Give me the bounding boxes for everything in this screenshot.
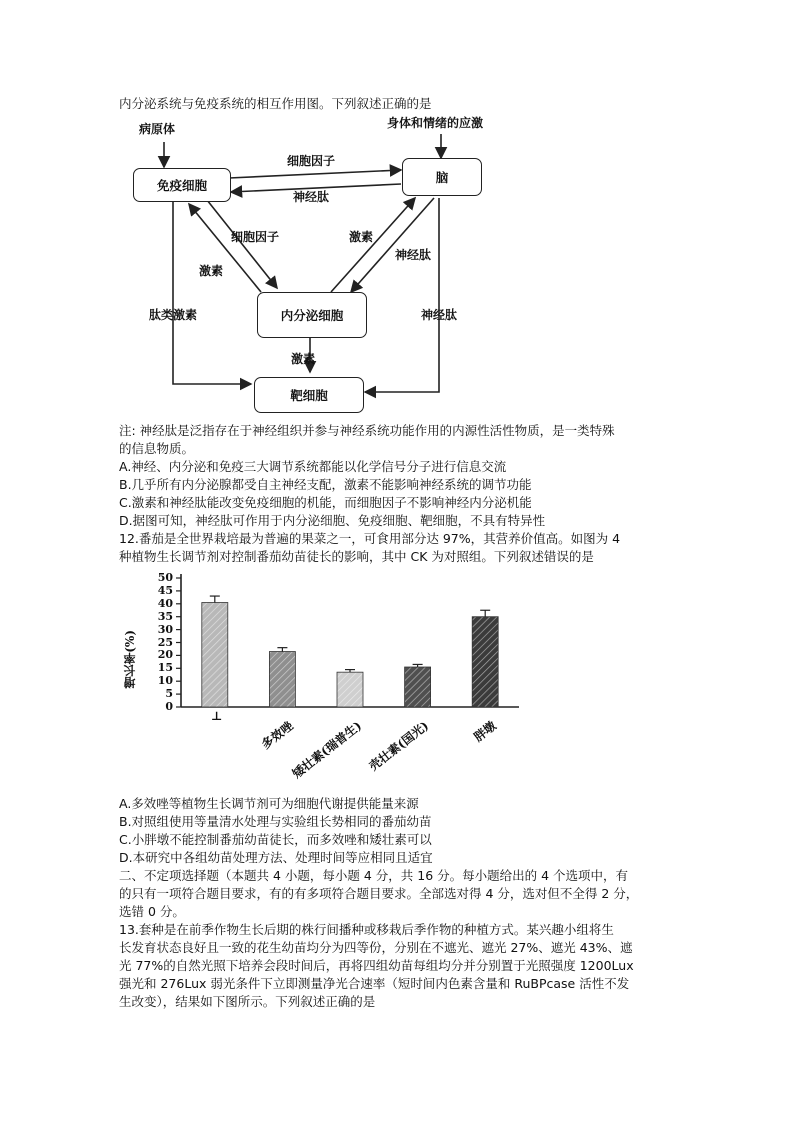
bar-4 <box>472 617 498 707</box>
cytokine-label-top: 细胞因子 <box>287 154 336 168</box>
growth-rate-chart <box>119 570 539 802</box>
q11-option-b: B.几乎所有内分泌腺都受自主神经支配，激素不能影响神经系统的调节功能 <box>119 477 532 492</box>
q13-line-1: 13.套种是在前季作物生长后期的株行间播种或移栽后季作物的种植方式。某兴趣小组将生 <box>119 922 614 937</box>
hormone-label-left: 激素 <box>199 264 224 278</box>
q11-option-c: C.激素和神经肽能改变免疫细胞的机能，而细胞因子不影响神经内分泌机能 <box>119 495 532 510</box>
brain-node: 脑 <box>402 158 482 196</box>
y-tick-label: 30 <box>157 622 173 636</box>
question-intro: 内分泌系统与免疫系统的相互作用图。下列叙述正确的是 <box>119 96 432 111</box>
q12-option-b: B.对照组使用等量清水处理与实验组长势相同的番茄幼苗 <box>119 814 432 829</box>
section2-line-3: 选错 0 分。 <box>119 904 185 919</box>
q11-note-line-1: 注: 神经肽是泛指存在于神经组织并参与神经系统功能作用的内源性活性物质，是一类特殊 <box>119 423 615 438</box>
y-axis-label: 增长率(%) <box>123 630 137 689</box>
x-tick-label: 矮壮素(瑞普生) <box>289 718 364 781</box>
chart-plot <box>119 570 539 802</box>
q11-option-d: D.据图可知，神经肽可作用于内分泌细胞、免疫细胞、靶细胞，不具有特异性 <box>119 513 546 528</box>
q11-note-line-2: 的信息物质。 <box>119 441 195 456</box>
y-tick-label: 15 <box>157 661 173 675</box>
bar-0 <box>202 603 228 707</box>
interaction-diagram <box>119 112 509 417</box>
y-tick-label: 25 <box>157 635 173 649</box>
target-cell-node: 靶细胞 <box>254 377 364 413</box>
y-tick-label: 50 <box>157 571 173 584</box>
hormone-label-bottom: 激素 <box>291 352 316 366</box>
section2-line-2: 的只有一项符合题目要求，有的有多项符合题目要求。全部选对得 4 分，选对但不全得 2 分， <box>119 886 639 901</box>
endocrine-cell-node: 内分泌细胞 <box>257 292 367 338</box>
q12-option-a: A.多效唑等植物生长调节剂可为细胞代谢提供能量来源 <box>119 796 419 811</box>
x-tick-label: ⊥ <box>210 709 223 723</box>
q13-line-5: 生改变），结果如下图所示。下列叙述正确的是 <box>119 994 376 1009</box>
q11-option-a: A.神经、内分泌和免疫三大调节系统都能以化学信号分子进行信息交流 <box>119 459 507 474</box>
stress-label: 身体和情绪的应激 <box>387 116 484 130</box>
q13-line-3: 光 77%的自然光照下培养会段时间后，再将四组幼苗每组均分并分别置于光照强度 1200Lux <box>119 958 634 973</box>
y-tick-label: 20 <box>157 648 173 662</box>
immune-cell-node: 免疫细胞 <box>133 168 231 202</box>
q12-option-d: D.本研究中各组幼苗处理方法、处理时间等应相同且适宜 <box>119 850 433 865</box>
y-tick-label: 45 <box>157 583 173 597</box>
q12-stem-line-1: 12.番茄是全世界栽培最为普遍的果菜之一，可食用部分达 97%，其营养价值高。如图为 4 <box>119 531 621 546</box>
x-tick-label: 胖墩 <box>471 718 500 745</box>
bar-3 <box>405 667 431 707</box>
q13-line-2: 长发育状态良好且一致的花生幼苗均分为四等份，分别在不遮光、遮光 27%、遮光 43%、遮 <box>119 940 633 955</box>
neuropeptide-label-right: 神经肽 <box>421 308 458 322</box>
x-tick-label: 多效唑 <box>259 718 297 752</box>
hormone-label-right: 激素 <box>349 230 374 244</box>
peptide-hormone-label: 肽类激素 <box>149 308 198 322</box>
bar-2 <box>337 672 363 707</box>
x-tick-label: 壳壮素(国光) <box>366 718 432 774</box>
y-tick-label: 35 <box>157 609 173 623</box>
neuropeptide-label-mid: 神经肽 <box>395 248 432 262</box>
cytokine-label-mid: 细胞因子 <box>231 230 280 244</box>
q13-line-4: 强光和 276Lux 弱光条件下立即测量净光合速率（短时间内色素含量和 RuBPcase 活性不发 <box>119 976 630 991</box>
q12-option-c: C.小胖墩不能控制番茄幼苗徒长，而多效唑和矮壮素可以 <box>119 832 432 847</box>
q12-stem-line-2: 种植物生长调节剂对控制番茄幼苗徒长的影响，其中 CK 为对照组。下列叙述错误的是 <box>119 549 594 564</box>
y-tick-label: 10 <box>157 674 173 688</box>
y-tick-label: 5 <box>165 687 173 701</box>
pathogen-label: 病原体 <box>139 122 176 136</box>
bar-1 <box>269 652 295 707</box>
neuropeptide-label-top: 神经肽 <box>293 190 330 204</box>
y-tick-label: 40 <box>157 596 173 610</box>
section2-line-1: 二、不定项选择题（本题共 4 小题，每小题 4 分，共 16 分。每小题给出的 4 个选项中，有 <box>119 868 629 883</box>
y-tick-label: 0 <box>165 700 173 713</box>
